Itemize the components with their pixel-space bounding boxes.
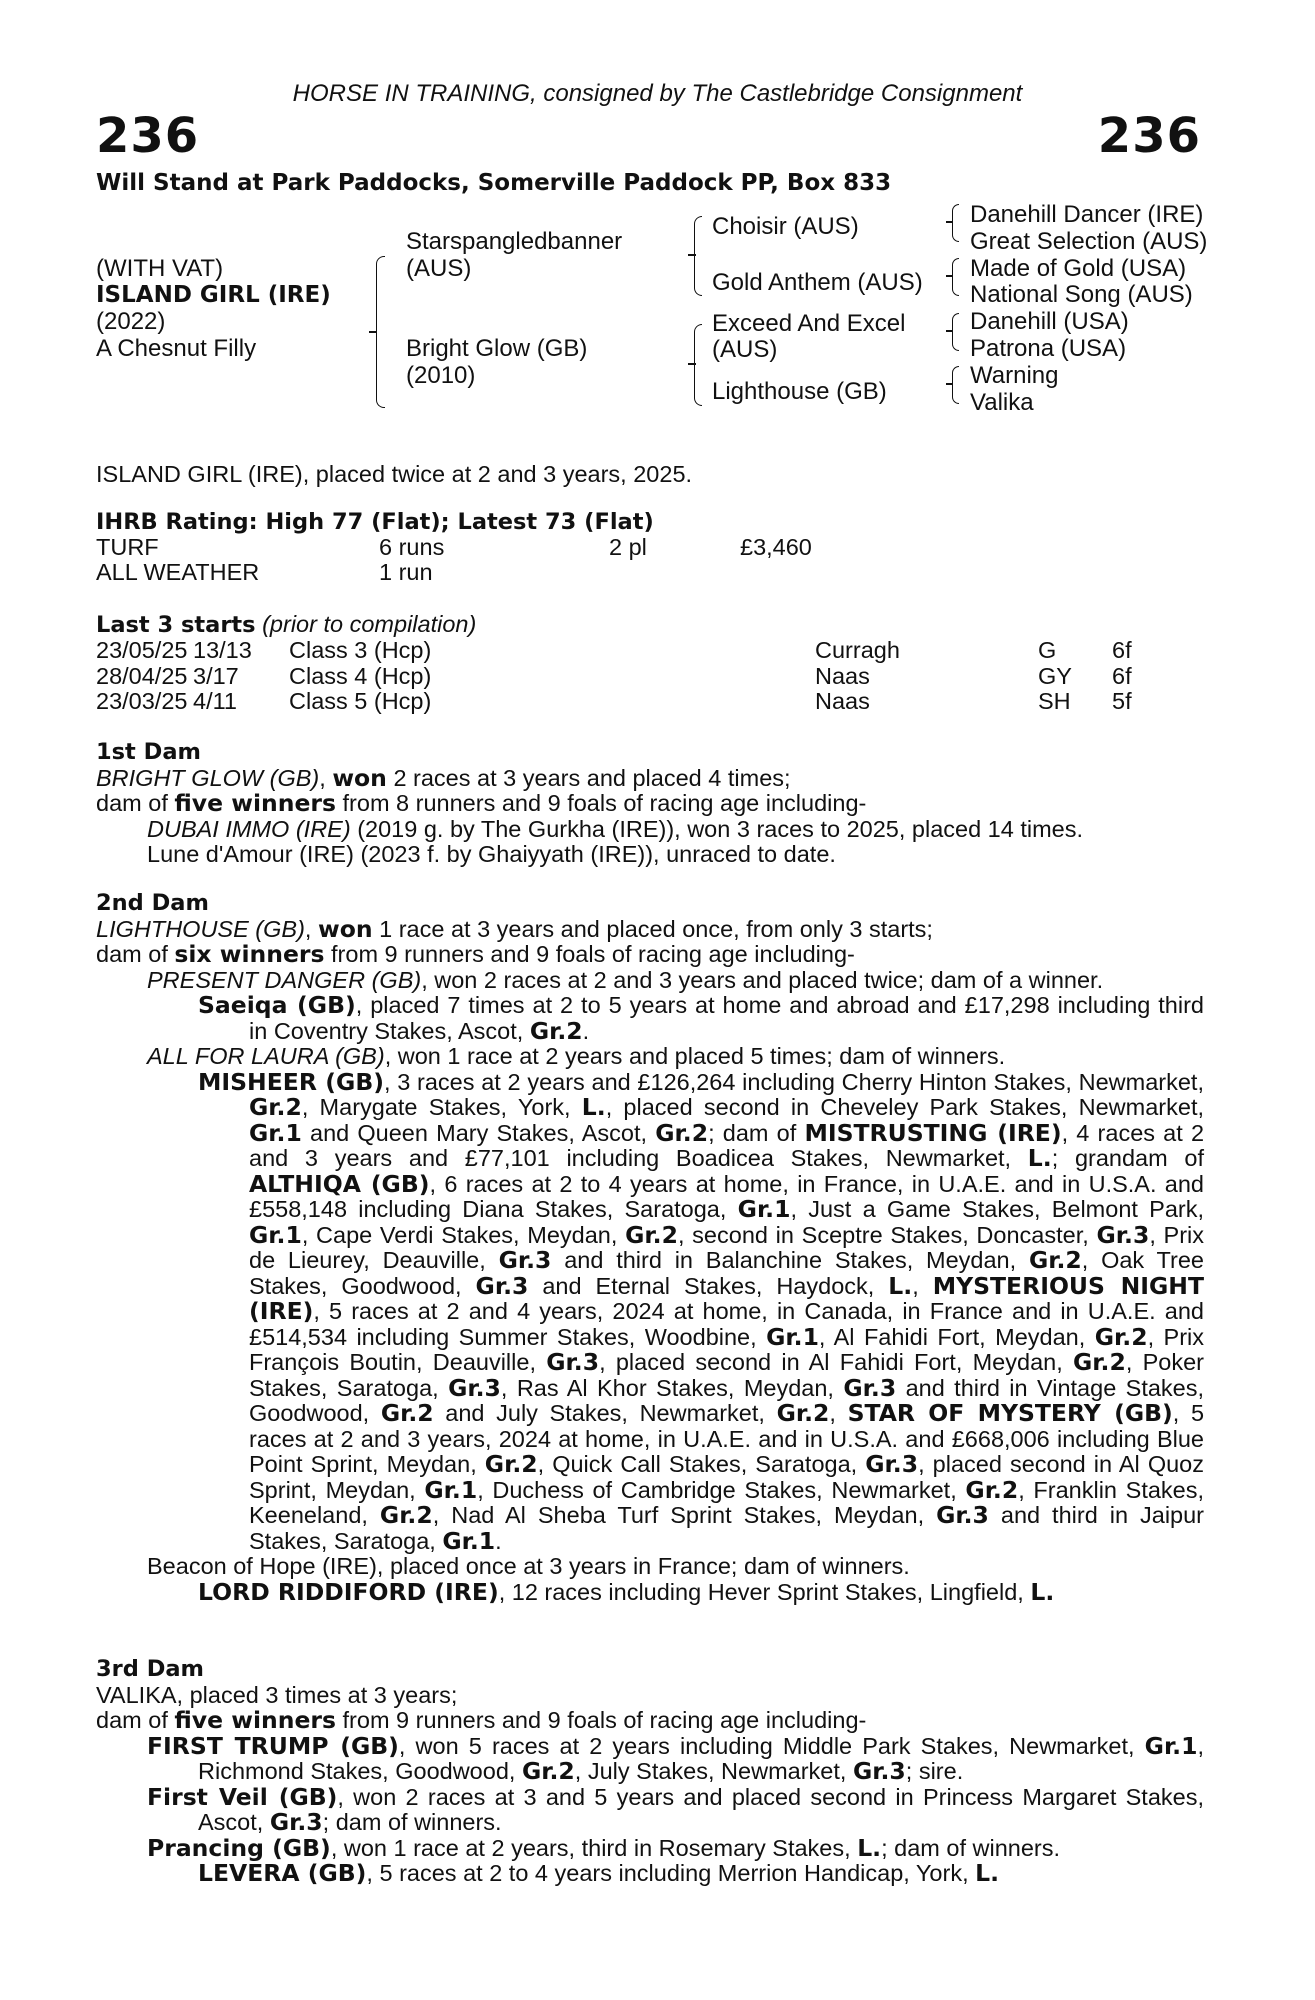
gen3-brace-1-tip bbox=[946, 221, 953, 223]
sire-brace bbox=[694, 216, 702, 296]
start-cell: GY bbox=[1038, 662, 1072, 689]
gen3-brace-4 bbox=[952, 366, 959, 404]
second-dam-section: 2nd Dam LIGHTHOUSE (GB), won 1 race at 3 years and placed once, from only 3 starts; dam of six winners from 9 runners and 9 foals of racing age including- PRESENT DANGER (GB), won 2 races at 2 and 3 years and placed twice; dam of a winner. Saeiqa (GB), placed 7 times at 2 to 5 years at home and abroad and £17,298 including third in Coventry Stakes, Ascot, Gr.2. ALL FOR LAURA (GB), won 1 race at 2 years and placed 5 times; dam of winners. MISHEER (GB), 3 races at 2 years and £126,264 including Cherry Hinton Stakes, Newmarket, Gr.2, Marygate Stakes, York, L., placed second in Cheveley Park Stakes, Newmarket, Gr.1 and Queen Mary Stakes, Ascot, Gr.2; dam of MISTRUSTING (IRE), 4 races at 2 and 3 years and £77,101 including Boadicea Stakes, Newmarket, L.; grandam of ALTHIQA (GB), 6 races at 2 to 4 years at home, in France, in U.A.E. and in U.S.A. and £558,148 including Diana Stakes, Saratoga, Gr.1, Just a Game Stakes, Belmont Park, Gr.1, Cape Verdi Stakes, Meydan, Gr.2, second in Sceptre Stakes, Doncaster, Gr.3, Prix de Lieurey, Deauville, Gr.3 and third in Balanchine Stakes, Meydan, Gr.2, Oak Tree Stakes, Goodwood, Gr.3 and Eternal Stakes, Haydock, L., MYSTERIOUS NIGHT (IRE), 5 races at 2 and 4 years, 2024 at home, in Canada, in France and in U.A.E. and £514,534 including Summer Stakes, Woodbine, Gr.1, Al Fahidi Fort, Meydan, Gr.2, Prix François Boutin, Deauville, Gr.3, placed second in Al Fahidi Fort, Meydan, Gr.2, Poker Stakes, Saratoga, Gr.3, Ras Al Khor Stakes, Meydan, Gr.3 and third in Vintage Stakes, Goodwood, Gr.2 and July Stakes, Newmarket, Gr.2, STAR OF MYSTERY (GB), 5 races at 2 and 3 years, 2024 at home, in U.A.E. and in U.S.A. and £668,006 including Blue Point Sprint, Meydan, Gr.2, Quick Call Stakes, Saratoga, Gr.3, placed second in Al Quoz Sprint, Meydan, Gr.1, Duchess of Cambridge Stakes, Newmarket, Gr.2, Franklin Stakes, Keeneland, Gr.2, Nad Al Sheba Turf Sprint Stakes, Meydan, Gr.3 and third in Jaipur Stakes, Saratoga, Gr.1. Beacon of Hope (IRE), placed once at 3 years in France; dam of winners. LORD RIDDIFORD (IRE), 12 races including Hever Sprint Stakes, Lingfield, L. bbox=[96, 890, 1205, 1606]
sire-dam: Gold Anthem (AUS) bbox=[712, 269, 923, 296]
start-cell: Curragh bbox=[815, 637, 900, 663]
summary-line: ISLAND GIRL (IRE), placed twice at 2 and 3 years, 2025. bbox=[96, 461, 693, 487]
progeny-first-trump: FIRST TRUMP (GB) bbox=[147, 1731, 399, 1760]
turf-placed: 2 pl bbox=[609, 534, 647, 560]
second-dam-heading: 2nd Dam bbox=[96, 890, 209, 916]
progeny-althiqa: ALTHIQA (GB) bbox=[249, 1169, 430, 1198]
start-cell: 23/05/25 bbox=[96, 637, 188, 663]
dam-brace bbox=[694, 324, 702, 406]
start-cell: Class 5 (Hcp) bbox=[289, 688, 432, 714]
gen3-brace-2-tip bbox=[946, 275, 953, 277]
start-cell: G bbox=[1038, 637, 1057, 663]
horse-name: ISLAND GIRL (IRE) bbox=[96, 282, 331, 308]
aw-label: ALL WEATHER bbox=[96, 559, 260, 585]
last-starts-table bbox=[96, 638, 1196, 718]
third-dam-heading: 3rd Dam bbox=[96, 1656, 204, 1682]
last-starts-note: (prior to compilation) bbox=[262, 611, 477, 637]
progeny-lord-riddiford: LORD RIDDIFORD (IRE) bbox=[198, 1577, 499, 1606]
last-starts-heading: Last 3 starts bbox=[96, 612, 256, 638]
rating-heading: IHRB Rating: High 77 (Flat); Latest 73 (Flat) bbox=[96, 509, 654, 535]
start-cell: 28/04/25 bbox=[96, 662, 188, 689]
progeny-beacon-of-hope: Beacon of Hope (IRE), placed once at 3 years in France; dam of winners. bbox=[147, 1553, 910, 1579]
start-cell: Class 4 (Hcp) bbox=[289, 662, 432, 689]
start-cell: Naas bbox=[815, 688, 870, 714]
progeny-lune-damour: Lune d'Amour (IRE) (2023 f. by Ghaiyyath (IRE)), unraced to date. bbox=[147, 841, 836, 867]
progeny-saeiqa: Saeiqa (GB) bbox=[198, 991, 356, 1019]
start-cell: SH bbox=[1038, 688, 1071, 714]
progeny-mistrusting: MISTRUSTING (IRE) bbox=[804, 1118, 1062, 1147]
rating-table bbox=[96, 535, 996, 587]
last-starts-heading-row bbox=[96, 612, 1204, 639]
progeny-misheer: MISHEER (GB) bbox=[198, 1067, 384, 1096]
dam-brace-tip bbox=[688, 363, 696, 365]
vat-note: (WITH VAT) bbox=[96, 255, 224, 282]
gen3-sss: Danehill Dancer (IRE) bbox=[970, 201, 1204, 228]
start-cell: 13/13 bbox=[193, 637, 252, 663]
dam-sire: Exceed And Excel bbox=[712, 310, 906, 337]
dam-year: (2010) bbox=[406, 362, 476, 389]
sire-name: Starspangledbanner bbox=[406, 228, 623, 255]
dam-name: Bright Glow (GB) bbox=[406, 335, 588, 362]
progeny-dubai-immo: DUBAI IMMO (IRE) bbox=[147, 815, 351, 842]
first-dam-section: 1st Dam BRIGHT GLOW (GB), won 2 races at 3 years and placed 4 times; dam of five winners from 8 runners and 9 foals of racing age including- DUBAI IMMO (IRE) (2019 g. by The Gurkha (IRE)), won 3 races to 2025, placed 14 times. Lune d'Amour (IRE) (2023 f. by Ghaiyyath (IRE)), unraced to date. bbox=[96, 740, 1204, 868]
turf-runs: 6 runs bbox=[379, 534, 445, 560]
sire-brace-tip bbox=[688, 254, 696, 256]
pedigree-brace bbox=[376, 256, 385, 408]
dam-dam: Lighthouse (GB) bbox=[712, 378, 887, 405]
gen3-dsd: Patrona (USA) bbox=[970, 335, 1127, 362]
gen3-brace-3-tip bbox=[946, 330, 953, 332]
progeny-star-of-mystery: STAR OF MYSTERY (GB) bbox=[847, 1399, 1173, 1427]
lot-number-left: 236 bbox=[96, 108, 200, 164]
start-cell: 6f bbox=[1112, 637, 1132, 663]
pedigree-brace-tip bbox=[369, 331, 377, 333]
lot-number-right: 236 bbox=[1097, 108, 1201, 164]
start-cell: 4/11 bbox=[193, 688, 237, 714]
turf-label: TURF bbox=[96, 534, 159, 560]
progeny-prancing: Prancing (GB) bbox=[147, 1833, 331, 1862]
start-cell: 3/17 bbox=[193, 662, 239, 689]
sire-sire: Choisir (AUS) bbox=[712, 213, 859, 240]
start-cell: 23/03/25 bbox=[96, 688, 188, 714]
misheer-paragraph: MISHEER (GB), 3 races at 2 years and £126,264 including Cherry Hinton Stakes, Newmarket, Gr.2, Marygate Stakes, York, L., placed second in Cheveley Park Stakes, Newmarket, Gr.1 and Queen Mary Stakes, Ascot, Gr.2; dam of MISTRUSTING (IRE), 4 races at 2 and 3 years and £77,101 including Boadicea Stakes, Newmarket, L.; grandam of ALTHIQA (GB), 6 races at 2 to 4 years at home, in France, in U.A.E. and in U.S.A. and £558,148 including Diana Stakes, Saratoga, Gr.1, Just a Game Stakes, Belmont Park, Gr.1, Cape Verdi Stakes, Meydan, Gr.2, second in Sceptre Stakes, Doncaster, Gr.3, Prix de Lieurey, Deauville, Gr.3 and third in Balanchine Stakes, Meydan, Gr.2, Oak Tree Stakes, Goodwood, Gr.3 and Eternal Stakes, Haydock, L., MYSTERIOUS NIGHT (IRE), 5 races at 2 and 4 years, 2024 at home, in Canada, in France and in U.A.E. and £514,534 including Summer Stakes, Woodbine, Gr.1, Al Fahidi Fort, Meydan, Gr.2, Prix François Boutin, Deauville, Gr.3, placed second in Al Fahidi Fort, Meydan, Gr.2, Poker Stakes, Saratoga, Gr.3, Ras Al Khor Stakes, Meydan, Gr.3 and third in Vintage Stakes, Goodwood, Gr.2 and July Stakes, Newmarket, Gr.2, STAR OF MYSTERY (GB), 5 races at 2 and 3 years, 2024 at home, in U.A.E. and in U.S.A. and £668,006 including Blue Point Sprint, Meydan, Gr.2, Quick Call Stakes, Saratoga, Gr.3, placed second in Al Quoz Sprint, Meydan, Gr.1, Duchess of Cambridge Stakes, Newmarket, Gr.2, Franklin Stakes, Keeneland, Gr.2, Nad Al Sheba Turf Sprint Stakes, Meydan, Gr.3 and third in Jaipur Stakes, Saratoga, Gr.1. bbox=[198, 1067, 1205, 1555]
horse-description: A Chesnut Filly bbox=[96, 335, 257, 362]
gen3-brace-2 bbox=[952, 258, 959, 296]
gen3-ddd: Valika bbox=[970, 389, 1034, 416]
consignor-line: HORSE IN TRAINING, consigned by The Castlebridge Consignment bbox=[292, 80, 1023, 107]
start-cell: 6f bbox=[1112, 662, 1132, 689]
first-dam-name: BRIGHT GLOW (GB) bbox=[96, 764, 320, 791]
start-cell: Class 3 (Hcp) bbox=[289, 637, 432, 663]
start-cell: 5f bbox=[1112, 688, 1132, 714]
progeny-levera: LEVERA (GB) bbox=[198, 1859, 367, 1887]
gen3-ssd: Great Selection (AUS) bbox=[970, 228, 1208, 255]
first-dam-heading: 1st Dam bbox=[96, 739, 201, 765]
dam-sire-country: (AUS) bbox=[712, 336, 778, 363]
progeny-first-veil: First Veil (GB) bbox=[147, 1782, 338, 1811]
progeny-all-for-laura: ALL FOR LAURA (GB) bbox=[147, 1043, 385, 1069]
foaling-year: (2022) bbox=[96, 308, 166, 335]
gen3-sdd: National Song (AUS) bbox=[970, 281, 1193, 308]
progeny-present-danger: PRESENT DANGER (GB) bbox=[147, 966, 422, 993]
stand-location: Will Stand at Park Paddocks, Somerville Paddock PP, Box 833 bbox=[96, 170, 892, 196]
gen3-brace-1 bbox=[952, 204, 959, 242]
start-cell: Naas bbox=[815, 662, 870, 689]
gen3-sds: Made of Gold (USA) bbox=[970, 255, 1187, 282]
gen3-brace-3 bbox=[952, 313, 959, 351]
third-dam-section: 3rd Dam VALIKA, placed 3 times at 3 years; dam of five winners from 9 runners and 9 foals of racing age including- FIRST TRUMP (GB), won 5 races at 2 years including Middle Park Stakes, Newmarket, Gr.1, Richmond Stakes, Goodwood, Gr.2, July Stakes, Newmarket, Gr.3; sire. First Veil (GB), won 2 races at 3 and 5 years and placed second in Princess Margaret Stakes, Ascot, Gr.3; dam of winners. Prancing (GB), won 1 race at 2 years, third in Rosemary Stakes, L.; dam of winners. LEVERA (GB), 5 races at 2 to 4 years including Merrion Handicap, York, L. bbox=[96, 1656, 1204, 1887]
gen3-dds: Warning bbox=[970, 362, 1059, 389]
sire-country: (AUS) bbox=[406, 255, 472, 282]
gen3-dss: Danehill (USA) bbox=[970, 308, 1129, 335]
aw-runs: 1 run bbox=[379, 559, 433, 585]
gen3-brace-4-tip bbox=[946, 383, 953, 385]
progeny-mysterious-night: MYSTERIOUS NIGHT (IRE) bbox=[249, 1271, 1204, 1325]
turf-earnings: £3,460 bbox=[740, 534, 812, 560]
